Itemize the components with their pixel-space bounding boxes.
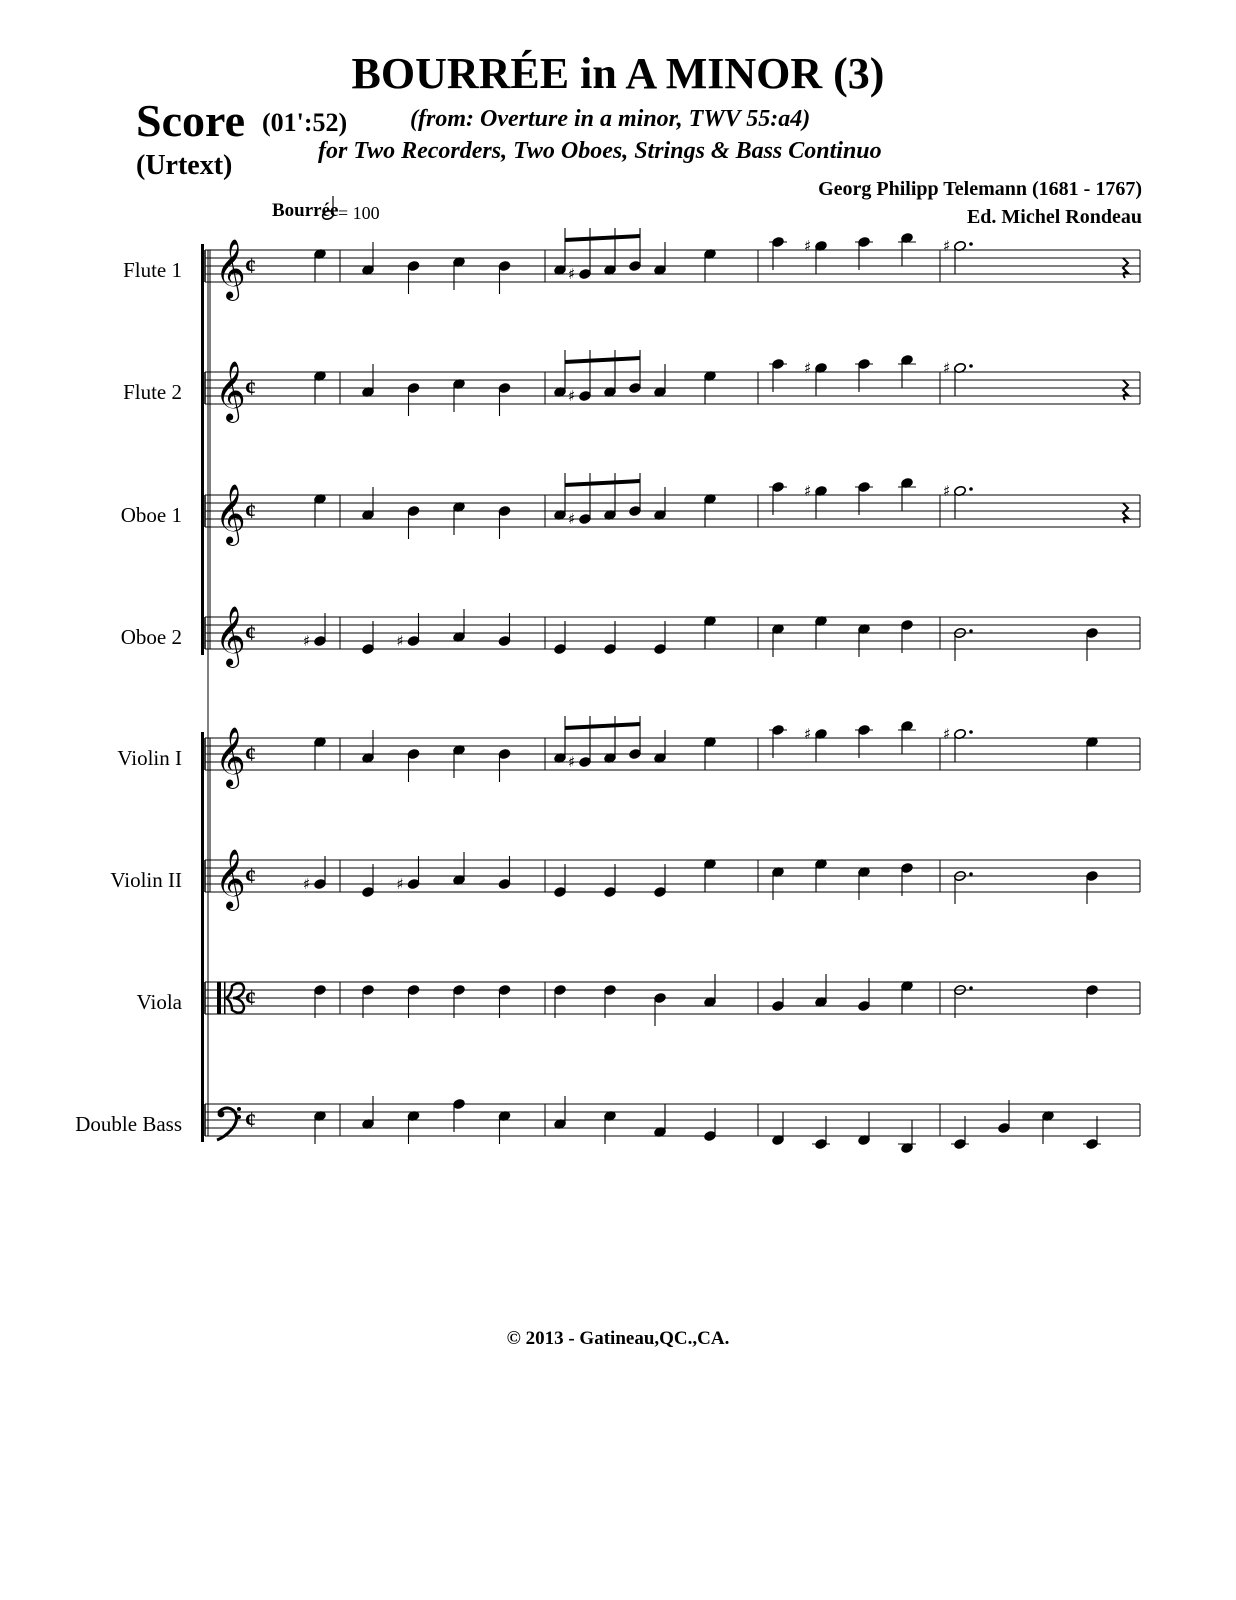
- sharp-icon: ♯: [804, 359, 812, 377]
- tempo-marking: Bourrée: [272, 200, 339, 221]
- sharp-icon: ♯: [568, 387, 576, 405]
- staff-5: [205, 738, 1140, 770]
- treble-clef-icon: 𝄞: [215, 849, 246, 909]
- beam: [565, 234, 640, 242]
- dot: [969, 364, 973, 368]
- instrument-name-flute-1: Flute 1: [123, 258, 182, 282]
- treble-clef-icon: 𝄞: [215, 239, 246, 299]
- tempo-value: = 100: [338, 203, 380, 223]
- sharp-icon: ♯: [804, 237, 812, 255]
- sharp-icon: ♯: [396, 632, 404, 650]
- cut-time-signature-icon: ¢: [245, 1107, 256, 1132]
- sharp-icon: ♯: [943, 482, 951, 500]
- beam: [565, 722, 640, 730]
- editor-credit: Ed. Michel Rondeau: [966, 206, 1142, 228]
- instrument-name-oboe-1: Oboe 1: [120, 503, 182, 527]
- cut-time-signature-icon: ¢: [245, 375, 256, 400]
- beam: [565, 356, 640, 364]
- staff-1: [205, 250, 1140, 282]
- tempo-half-note: [321, 196, 334, 221]
- sharp-icon: ♯: [568, 265, 576, 283]
- quarter-rest-icon: [1123, 503, 1128, 523]
- duration-label: (01':52): [262, 108, 348, 137]
- instrument-name-viola: Viola: [136, 990, 182, 1014]
- page-title: BOURRÉE in A MINOR (3): [351, 49, 885, 98]
- instrument-name-violin-2: Violin II: [110, 868, 182, 892]
- sharp-icon: ♯: [943, 237, 951, 255]
- cut-time-signature-icon: ¢: [245, 620, 256, 645]
- cut-time-signature-icon: ¢: [245, 985, 256, 1010]
- instrument-name-violin-1: Violin I: [117, 746, 182, 770]
- instrumentation-line: for Two Recorders, Two Oboes, Strings & Bass Continuo: [318, 138, 882, 164]
- sharp-icon: ♯: [804, 725, 812, 743]
- dot: [969, 487, 973, 491]
- sharp-icon: ♯: [303, 875, 311, 893]
- staff-4: [205, 617, 1140, 649]
- dot: [969, 730, 973, 734]
- sharp-icon: ♯: [396, 875, 404, 893]
- sharp-icon: ♯: [943, 725, 951, 743]
- bracket-woodwinds: [201, 244, 204, 655]
- cut-time-signature-icon: ¢: [245, 498, 256, 523]
- sharp-icon: ♯: [568, 753, 576, 771]
- urtext-label: (Urtext): [136, 150, 233, 181]
- instrument-name-double-bass: Double Bass: [75, 1112, 182, 1136]
- dot: [969, 872, 973, 876]
- treble-clef-icon: 𝄞: [215, 484, 246, 544]
- staff-7: [205, 982, 1140, 1014]
- score-label: Score: [136, 95, 246, 146]
- composer-credit: Georg Philipp Telemann (1681 - 1767): [818, 178, 1142, 200]
- treble-clef-icon: 𝄞: [215, 606, 246, 666]
- staff-3: [205, 495, 1140, 527]
- copyright-footer: © 2013 - Gatineau,QC.,CA.: [506, 1328, 730, 1349]
- dot: [969, 986, 973, 990]
- sharp-icon: ♯: [568, 510, 576, 528]
- instrument-name-oboe-2: Oboe 2: [120, 625, 182, 649]
- treble-clef-icon: 𝄞: [215, 361, 246, 421]
- cut-time-signature-icon: ¢: [245, 863, 256, 888]
- instrument-name-flute-2: Flute 2: [123, 380, 182, 404]
- quarter-rest-icon: [1123, 380, 1128, 400]
- dot: [969, 242, 973, 246]
- beam: [565, 479, 640, 487]
- dot: [969, 629, 973, 633]
- quarter-rest-icon: [1123, 258, 1128, 278]
- sharp-icon: ♯: [804, 482, 812, 500]
- cut-time-signature-icon: ¢: [245, 741, 256, 766]
- sharp-icon: ♯: [303, 632, 311, 650]
- treble-clef-icon: 𝄞: [215, 727, 246, 787]
- staff-2: [205, 372, 1140, 404]
- cut-time-signature-icon: ¢: [245, 253, 256, 278]
- sharp-icon: ♯: [943, 359, 951, 377]
- staff-6: [205, 860, 1140, 892]
- source-line: (from: Overture in a minor, TWV 55:a4): [410, 106, 811, 132]
- bracket-strings: [201, 732, 204, 1142]
